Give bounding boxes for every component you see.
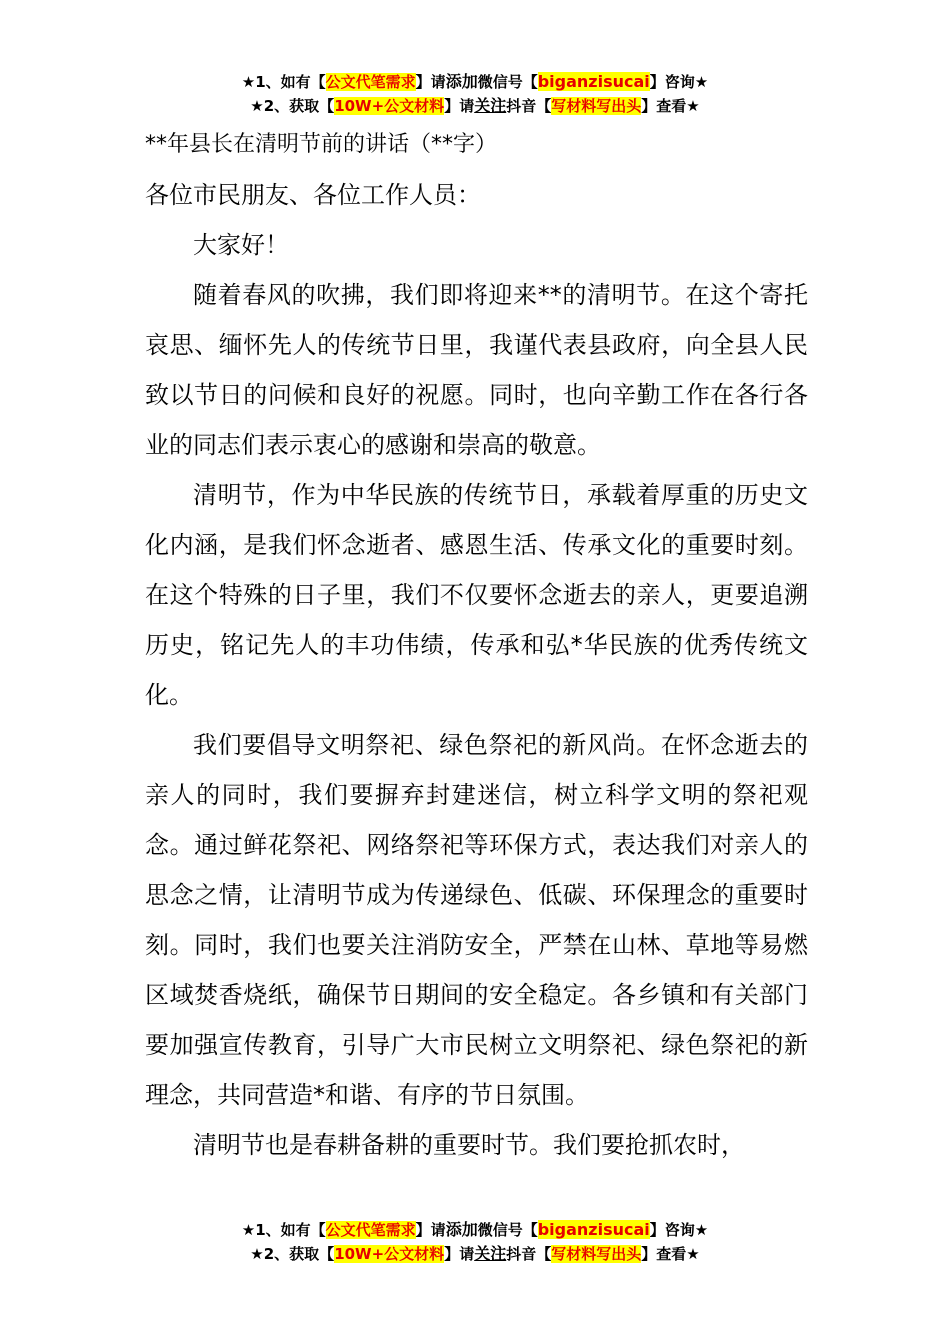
- banner-line-1: [0, 70, 950, 94]
- banner-highlight: 10W+公文材料: [334, 1245, 445, 1263]
- banner-emphasis: 关注: [474, 96, 507, 115]
- banner-line-2: [0, 1242, 950, 1266]
- banner-text: 2、获取【: [263, 1245, 335, 1263]
- banner-text: 1、如有【: [255, 73, 326, 91]
- banner-text: 】咨询★: [649, 73, 709, 91]
- star-icon: ★: [241, 73, 256, 91]
- banner-text: 】请: [444, 97, 475, 115]
- paragraph: 清明节也是春耕备耕的重要时节。我们要抢抓农时，: [193, 1131, 745, 1159]
- banner-line-2: [0, 94, 950, 118]
- star-icon: ★: [241, 1221, 256, 1239]
- star-icon: ★: [250, 97, 264, 115]
- banner-text: 1、如有【: [255, 1221, 326, 1239]
- paragraph-greeting: 大家好！: [193, 231, 289, 259]
- banner-text: 微信号【: [477, 73, 538, 91]
- header-banner: [0, 70, 950, 118]
- banner-text: 】查看★: [641, 1245, 700, 1263]
- banner-text: 微信号【: [477, 1221, 538, 1239]
- salutation: 各位市民朋友、各位工作人员：: [145, 181, 481, 209]
- document-body: [145, 120, 808, 1170]
- document-title: **年县长在清明节前的讲话（**字）: [145, 132, 498, 157]
- banner-text: 抖音【: [506, 1245, 552, 1263]
- banner-line-1: [0, 1218, 950, 1242]
- paragraph: 随着春风的吹拂，我们即将迎来**的清明节。在这个寄托哀思、缅怀先人的传统节日里，我谨代表县政府，向全县人民致以节日的问候和良好的祝愿。同时，也向辛勤工作在各行各业的同志们表示衷心的感谢和崇高的敬意。: [145, 281, 808, 459]
- banner-text: 】请: [415, 73, 446, 91]
- banner-highlight: 公文代笔需求: [325, 73, 416, 91]
- banner-emphasis: 添加: [445, 72, 478, 91]
- banner-highlight: 10W+公文材料: [334, 97, 445, 115]
- banner-wechat-id: biganzisucai: [537, 72, 650, 91]
- paragraph: 我们要倡导文明祭祀、绿色祭祀的新风尚。在怀念逝去的亲人的同时，我们要摒弃封建迷信，树立科学文明的祭祀观念。通过鲜花祭祀、网络祭祀等环保方式，表达我们对亲人的思念之情，让清明节成为传递绿色、低碳、环保理念的重要时刻。同时，我们也要关注消防安全，严禁在山林、草地等易燃区域焚香烧纸，确保节日期间的安全稳定。各乡镇和有关部门要加强宣传教育，引导广大市民树立文明祭祀、绿色祭祀的新理念，共同营造*和谐、有序的节日氛围。: [145, 731, 808, 1109]
- banner-text: 】咨询★: [649, 1221, 709, 1239]
- banner-douyin-name: 写材料写出头: [551, 97, 642, 115]
- banner-text: 】请: [415, 1221, 446, 1239]
- paragraph: 清明节，作为中华民族的传统节日，承载着厚重的历史文化内涵，是我们怀念逝者、感恩生活、传承文化的重要时刻。在这个特殊的日子里，我们不仅要怀念逝去的亲人，更要追溯历史，铭记先人的丰功伟绩，传承和弘*华民族的优秀传统文化。: [145, 481, 808, 709]
- banner-text: 抖音【: [506, 97, 552, 115]
- banner-douyin-name: 写材料写出头: [551, 1245, 642, 1263]
- star-icon: ★: [250, 1245, 264, 1263]
- footer-banner: [0, 1218, 950, 1266]
- banner-text: 】请: [444, 1245, 475, 1263]
- banner-text: 】查看★: [641, 97, 700, 115]
- banner-text: 2、获取【: [263, 97, 335, 115]
- banner-emphasis: 关注: [474, 1244, 507, 1263]
- banner-highlight: 公文代笔需求: [325, 1221, 416, 1239]
- banner-wechat-id: biganzisucai: [537, 1220, 650, 1239]
- banner-emphasis: 添加: [445, 1220, 478, 1239]
